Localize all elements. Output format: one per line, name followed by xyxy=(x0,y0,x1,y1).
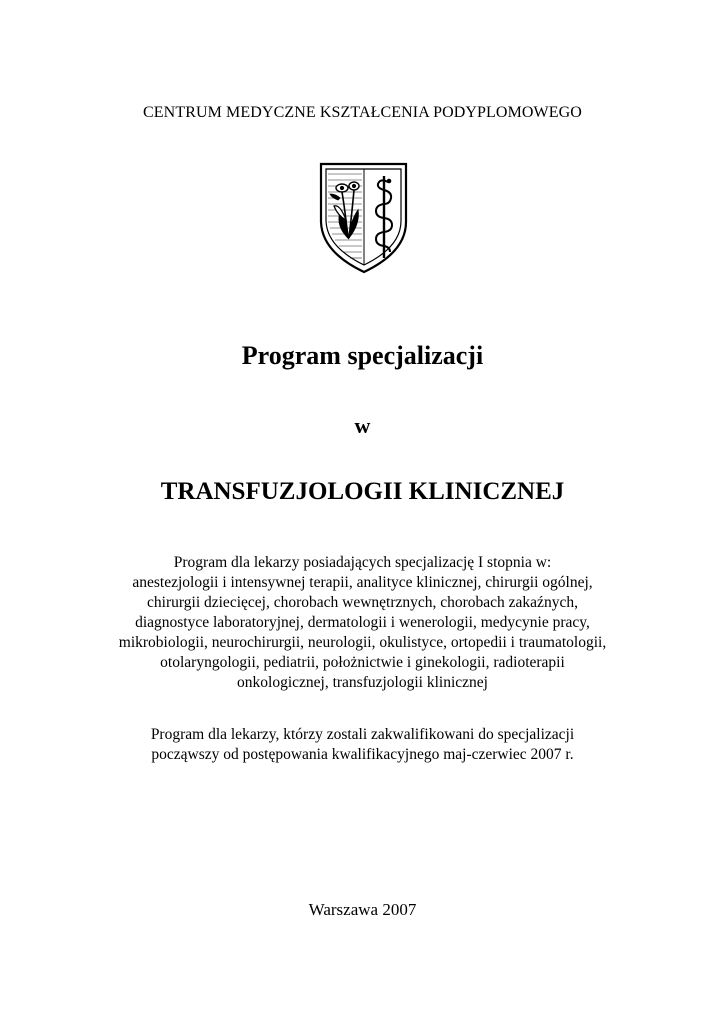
qualification-line: Program dla lekarzy, którzy zostali zakwalifikowani do specjalizacji xyxy=(150,726,575,743)
qualification-paragraph xyxy=(60,725,665,765)
institution-name: CENTRUM MEDYCZNE KSZTAŁCENIA PODYPLOMOWEGO xyxy=(143,104,582,121)
specialization-subject: TRANSFUZJOLOGII KLINICZNEJ xyxy=(160,478,565,505)
eligibility-line: mikrobiologii, neurochirurgii, neurologii, okulistyce, ortopedii i traumatologii, xyxy=(118,634,607,651)
eligibility-line: anestezjologii i intensywnej terapii, analityce klinicznej, chirurgii ogólnej, xyxy=(132,574,593,591)
eligibility-line: Program dla lekarzy posiadających specjalizację I stopnia w: xyxy=(173,554,552,571)
eligibility-line: diagnostyce laboratoryjnej, dermatologii i wenerologii, medycynie pracy, xyxy=(135,614,590,631)
place-and-year: Warszawa 2007 xyxy=(308,900,417,919)
document-title: Program specjalizacji xyxy=(241,341,484,370)
crest-with-aesculapius-staff-icon xyxy=(318,160,410,274)
eligibility-line: onkologicznej, transfuzjologii klinicznej xyxy=(237,674,488,691)
eligibility-line: otolaryngologii, pediatrii, położnictwie i ginekologii, radioterapii xyxy=(160,654,565,671)
title-connector: w xyxy=(354,413,371,438)
eligibility-line: chirurgii dziecięcej, chorobach wewnętrznych, chorobach zakaźnych, xyxy=(147,594,578,611)
eligibility-paragraph xyxy=(60,553,665,693)
qualification-line: począwszy od postępowania kwalifikacyjnego maj-czerwiec 2007 r. xyxy=(151,746,574,763)
